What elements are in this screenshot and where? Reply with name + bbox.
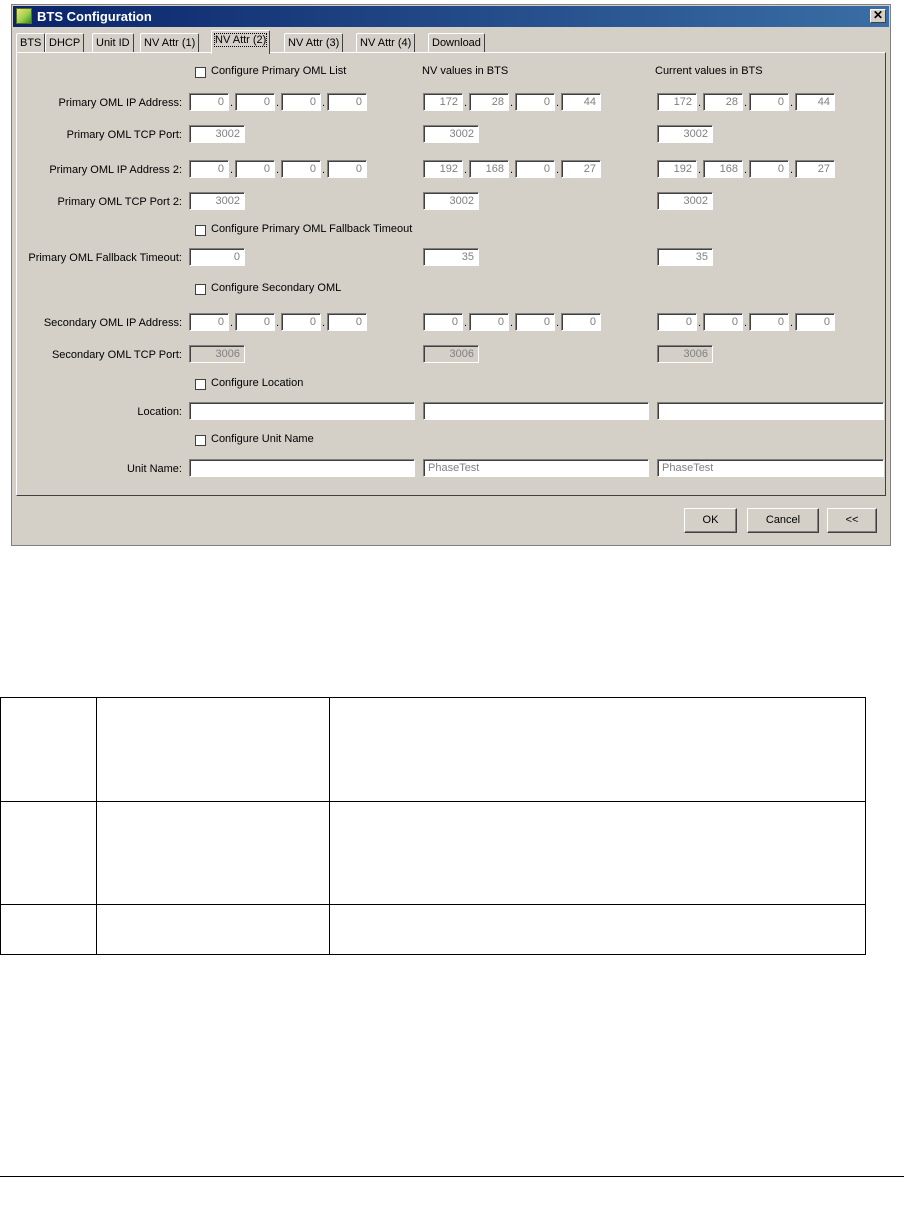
ip-separator: .: [322, 97, 326, 109]
ip-separator: .: [464, 317, 468, 329]
primary-oml-ip-label: Primary OML IP Address:: [58, 97, 182, 109]
ok-button[interactable]: OK: [684, 508, 737, 533]
configure-secondary-oml-checkbox[interactable]: [195, 284, 206, 295]
current-location-field: [657, 402, 884, 420]
tab-nv-attr-4[interactable]: NV Attr (4): [356, 33, 415, 53]
config-secondary-ip-octet-4[interactable]: 0: [327, 313, 367, 331]
current-secondary-ip-octet-4: 0: [795, 313, 835, 331]
current-primary-ip2-octet-4: 27: [795, 160, 835, 178]
configure-location-label: Configure Location: [211, 377, 304, 389]
configure-location-checkbox[interactable]: [195, 379, 206, 390]
tab-nv-attr-2-label: NV Attr (2): [215, 34, 267, 46]
table-row: [1, 698, 866, 802]
tab-nv-attr-2[interactable]: [211, 30, 270, 54]
current-unit-name-field: PhaseTest: [657, 459, 884, 477]
tab-unit-id[interactable]: Unit ID: [92, 33, 134, 53]
nv-primary-ip2-octet-4: 27: [561, 160, 601, 178]
current-primary-ip-octet-4: 44: [795, 93, 835, 111]
ip-separator: .: [698, 164, 702, 176]
close-button[interactable]: ✕: [870, 9, 886, 23]
config-primary-ip-octet-3[interactable]: 0: [281, 93, 321, 111]
configure-unit-name-label: Configure Unit Name: [211, 433, 314, 445]
fallback-timeout-label: Primary OML Fallback Timeout:: [28, 252, 182, 264]
table-row: [1, 802, 866, 905]
nv-secondary-ip-octet-2: 0: [469, 313, 509, 331]
config-primary-ip2-octet-2[interactable]: 0: [235, 160, 275, 178]
ip-separator: .: [276, 97, 280, 109]
config-fallback-timeout-field[interactable]: 0: [189, 248, 245, 266]
ip-separator: .: [510, 317, 514, 329]
configure-primary-oml-list-label: Configure Primary OML List: [211, 65, 347, 77]
ip-separator: .: [322, 317, 326, 329]
table-row: [1, 905, 866, 955]
current-primary-ip2-octet-1: 192: [657, 160, 697, 178]
app-icon: [16, 8, 32, 24]
config-secondary-ip-octet-1[interactable]: 0: [189, 313, 229, 331]
config-primary-ip2-octet-1[interactable]: 0: [189, 160, 229, 178]
current-secondary-ip-octet-1: 0: [657, 313, 697, 331]
location-input[interactable]: [189, 402, 415, 420]
page-footer-rule: [0, 1176, 904, 1177]
nv-secondary-ip-octet-3: 0: [515, 313, 555, 331]
nv-unit-name-field: PhaseTest: [423, 459, 649, 477]
ip-separator: .: [790, 97, 794, 109]
bts-configuration-window: [11, 4, 891, 546]
config-primary-port-field[interactable]: 3002: [189, 125, 245, 143]
ip-separator: .: [790, 317, 794, 329]
table-cell: [1, 802, 97, 905]
nv-location-field: [423, 402, 649, 420]
configure-fallback-timeout-label: Configure Primary OML Fallback Timeout: [211, 223, 413, 235]
current-secondary-ip-octet-3: 0: [749, 313, 789, 331]
ip-separator: .: [230, 317, 234, 329]
ip-separator: .: [322, 164, 326, 176]
ip-separator: .: [744, 164, 748, 176]
ip-separator: .: [230, 97, 234, 109]
ip-separator: .: [790, 164, 794, 176]
nv-primary-ip-octet-3: 0: [515, 93, 555, 111]
table-cell: [97, 905, 330, 955]
table-cell: [330, 698, 866, 802]
tab-bts[interactable]: BTS: [16, 33, 45, 53]
tab-download[interactable]: Download: [428, 33, 485, 53]
config-secondary-ip-octet-3[interactable]: 0: [281, 313, 321, 331]
configure-unit-name-checkbox[interactable]: [195, 435, 206, 446]
current-primary-ip2-octet-2: 168: [703, 160, 743, 178]
nv-primary-port-field: 3002: [423, 125, 479, 143]
ip-separator: .: [276, 164, 280, 176]
collapse-button[interactable]: <<: [827, 508, 877, 533]
current-fallback-timeout-field: 35: [657, 248, 713, 266]
tab-nv-attr-3[interactable]: NV Attr (3): [284, 33, 343, 53]
current-secondary-ip-octet-2: 0: [703, 313, 743, 331]
ip-separator: .: [698, 317, 702, 329]
document-table: [0, 697, 866, 955]
secondary-oml-ip-label: Secondary OML IP Address:: [43, 317, 182, 329]
config-secondary-ip-octet-2[interactable]: 0: [235, 313, 275, 331]
ip-separator: .: [510, 164, 514, 176]
config-primary-port2-field[interactable]: 3002: [189, 192, 245, 210]
table-cell: [97, 802, 330, 905]
current-primary-ip-octet-3: 0: [749, 93, 789, 111]
configure-secondary-oml-label: Configure Secondary OML: [211, 282, 342, 294]
table-cell: [330, 905, 866, 955]
tab-dhcp[interactable]: DHCP: [45, 33, 84, 53]
nv-attr-2-panel: [16, 52, 886, 496]
nv-primary-ip2-octet-3: 0: [515, 160, 555, 178]
window-title: BTS Configuration: [37, 9, 152, 24]
primary-oml-ip2-label: Primary OML IP Address 2:: [49, 164, 182, 176]
nv-primary-ip-octet-1: 172: [423, 93, 463, 111]
config-primary-ip-octet-4[interactable]: 0: [327, 93, 367, 111]
ip-separator: .: [744, 97, 748, 109]
table-cell: [1, 905, 97, 955]
ip-separator: .: [276, 317, 280, 329]
config-primary-ip2-octet-4[interactable]: 0: [327, 160, 367, 178]
ip-separator: .: [556, 97, 560, 109]
nv-secondary-ip-octet-4: 0: [561, 313, 601, 331]
ip-separator: .: [510, 97, 514, 109]
nv-primary-ip2-octet-1: 192: [423, 160, 463, 178]
ip-separator: .: [698, 97, 702, 109]
current-primary-ip-octet-2: 28: [703, 93, 743, 111]
ip-separator: .: [464, 164, 468, 176]
configure-fallback-timeout-checkbox[interactable]: [195, 225, 206, 236]
current-values-header: Current values in BTS: [655, 65, 763, 77]
unit-name-label: Unit Name:: [126, 463, 182, 475]
ip-separator: .: [464, 97, 468, 109]
ip-separator: .: [230, 164, 234, 176]
configure-primary-oml-list-checkbox[interactable]: [195, 67, 206, 78]
current-primary-ip-octet-1: 172: [657, 93, 697, 111]
current-secondary-port-field: 3006: [657, 345, 713, 363]
nv-primary-ip-octet-4: 44: [561, 93, 601, 111]
nv-primary-port2-field: 3002: [423, 192, 479, 210]
nv-primary-ip2-octet-2: 168: [469, 160, 509, 178]
current-primary-port-field: 3002: [657, 125, 713, 143]
ip-separator: .: [744, 317, 748, 329]
config-primary-ip-octet-1[interactable]: 0: [189, 93, 229, 111]
tab-nv-attr-1[interactable]: NV Attr (1): [140, 33, 199, 53]
current-primary-ip2-octet-3: 0: [749, 160, 789, 178]
nv-fallback-timeout-field: 35: [423, 248, 479, 266]
nv-values-header: NV values in BTS: [422, 65, 509, 77]
secondary-oml-port-label: Secondary OML TCP Port:: [51, 349, 182, 361]
unit-name-input[interactable]: [189, 459, 415, 477]
table-cell: [1, 698, 97, 802]
table-cell: [97, 698, 330, 802]
current-primary-port2-field: 3002: [657, 192, 713, 210]
location-label: Location:: [137, 406, 182, 418]
nv-primary-ip-octet-2: 28: [469, 93, 509, 111]
ip-separator: .: [556, 317, 560, 329]
ip-separator: .: [556, 164, 560, 176]
table-cell: [330, 802, 866, 905]
title-bar[interactable]: [13, 6, 889, 27]
config-secondary-port-field: 3006: [189, 345, 245, 363]
config-primary-ip-octet-2[interactable]: 0: [235, 93, 275, 111]
primary-oml-port2-label: Primary OML TCP Port 2:: [57, 196, 182, 208]
primary-oml-port-label: Primary OML TCP Port:: [66, 129, 182, 141]
cancel-button[interactable]: Cancel: [747, 508, 819, 533]
nv-secondary-port-field: 3006: [423, 345, 479, 363]
nv-secondary-ip-octet-1: 0: [423, 313, 463, 331]
config-primary-ip2-octet-3[interactable]: 0: [281, 160, 321, 178]
